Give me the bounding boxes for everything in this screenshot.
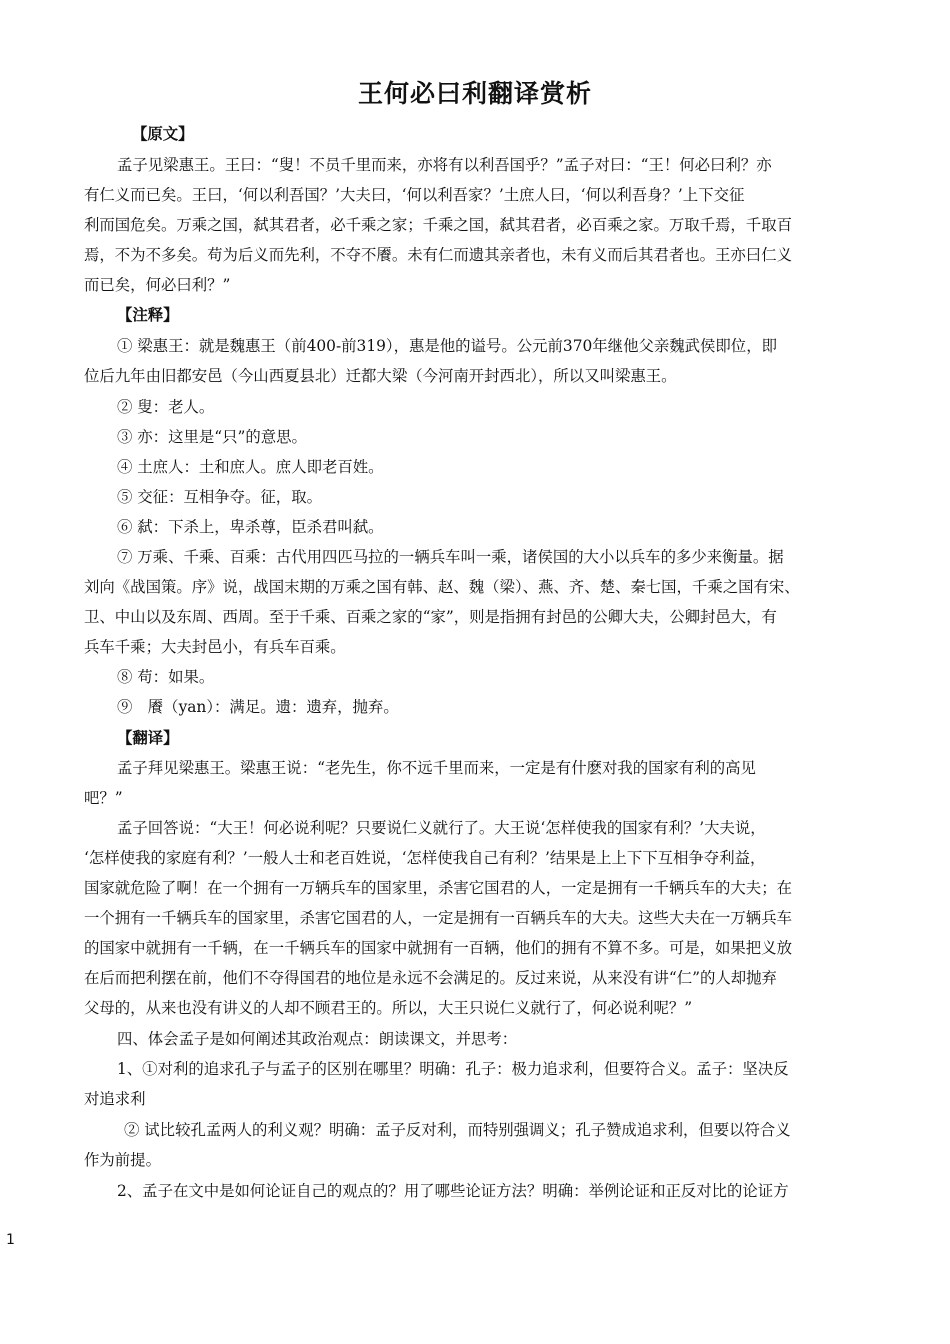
note-line: ⑥ 弑：下杀上，卑杀尊，臣杀君叫弑。 <box>117 518 384 536</box>
note-line: 刘向《战国策。序》说，战国末期的万乘之国有韩、赵、魏（梁）、燕、齐、楚、秦七国，千乘之国有宋、 <box>84 578 800 596</box>
text-line: 焉，不为不多矣。苟为后义而先利，不夺不餍。未有仁而遗其亲者也，未有义而后其君者也。王亦曰仁义 <box>84 246 792 264</box>
note-line: ③ 亦：这里是“只”的意思。 <box>117 428 307 446</box>
text-line: 孟子见梁惠王。王曰：“叟！不员千里而来，亦将有以利吾国乎？”孟子对曰：“王！何必曰利？亦 <box>117 156 772 174</box>
discussion-line: 作为前提。 <box>84 1151 161 1169</box>
note-line: ⑦ 万乘、千乘、百乘：古代用四匹马拉的一辆兵车叫一乘，诸侯国的大小以兵车的多少来衡量。据 <box>117 548 784 566</box>
note-line: ⑨ 餍（yan）：满足。遗：遗弃，抛弃。 <box>117 698 399 716</box>
discussion-line: 2、孟子在文中是如何论证自己的观点的？用了哪些论证方法？明确：举例论证和正反对比的论证方 <box>117 1182 789 1200</box>
note-line: ⑧ 苟：如果。 <box>117 668 215 686</box>
note-line: ② 叟：老人。 <box>117 398 215 416</box>
discussion-line: ② 试比较孔孟两人的利义观？明确：孟子反对利，而特别强调义；孔子赞成追求利，但要以符合义 <box>124 1121 791 1139</box>
discussion-line: 四、体会孟子是如何阐述其政治观点：朗读课文，并思考： <box>117 1030 518 1048</box>
translation-line: 孟子回答说：“大王！何必说利呢？只要说仁义就行了。大王说‘怎样使我的国家有利？’大夫说， <box>117 819 766 837</box>
note-line: ④ 土庶人：土和庶人。庶人即老百姓。 <box>117 458 384 476</box>
translation-line: ‘怎样使我的家庭有利？’一般人士和老百姓说，‘怎样使我自己有利？’结果是上上下下互相争夺利益， <box>84 849 766 867</box>
note-line: 位后九年由旧都安邑（今山西夏县北）迁都大梁（今河南开封西北），所以又叫梁惠王。 <box>84 367 677 385</box>
translation-line: 父母的，从来也没有讲义的人却不顾君王的。所以，大王只说仁义就行了，何必说利呢？” <box>84 999 693 1017</box>
translation-line: 在后而把利摆在前，他们不夺得国君的地位是永远不会满足的。反过来说，从来没有讲“仁”的人却抛弃 <box>84 969 777 987</box>
translation-line: 孟子拜见梁惠王。梁惠王说：“老先生，你不远千里而来，一定是有什麽对我的国家有利的高见 <box>117 759 756 777</box>
discussion-line: 对追求利 <box>84 1090 146 1108</box>
translation-line: 吧？” <box>84 789 123 807</box>
text-line: 有仁义而已矣。王曰，‘何以利吾国？’大夫曰，‘何以利吾家？’土庶人曰，‘何以利吾身？’上下交征 <box>84 186 745 204</box>
note-line: ① 梁惠王：就是魏惠王（前400-前319），惠是他的谥号。公元前370年继他父亲魏武侯即位，即 <box>117 337 777 355</box>
translation-line: 的国家中就拥有一千辆，在一千辆兵车的国家中就拥有一百辆，他们的拥有不算不多。可是，如果把义放 <box>84 939 792 957</box>
section-heading-translation: 【翻译】 <box>117 729 179 747</box>
text-line: 利而国危矣。万乘之国，弑其君者，必千乘之家；千乘之国，弑其君者，必百乘之家。万取千焉，千取百 <box>84 216 792 234</box>
discussion-line: 1、①对利的追求孔子与孟子的区别在哪里？明确：孔子：极力追求利，但要符合义。孟子：坚决反 <box>117 1060 789 1078</box>
page-number: 1 <box>6 1232 15 1248</box>
note-line: ⑤ 交征：互相争夺。征，取。 <box>117 488 322 506</box>
translation-line: 国家就危险了啊！在一个拥有一万辆兵车的国家里，杀害它国君的人，一定是拥有一千辆兵车的大夫；在 <box>84 879 792 897</box>
note-line: 兵车千乘；大夫封邑小，有兵车百乘。 <box>84 638 346 656</box>
section-heading-notes: 【注释】 <box>117 306 179 324</box>
translation-line: 一个拥有一千辆兵车的国家里，杀害它国君的人，一定是拥有一百辆兵车的大夫。这些大夫在一万辆兵车 <box>84 909 792 927</box>
note-line: 卫、中山以及东周、西周。至于千乘、百乘之家的“家”，则是指拥有封邑的公卿大夫，公卿封邑大，有 <box>84 608 777 626</box>
text-line: 而已矣，何必曰利？” <box>84 276 231 294</box>
section-heading-original: 【原文】 <box>132 125 194 143</box>
page-title: 王何必曰利翻译赏析 <box>357 79 592 108</box>
